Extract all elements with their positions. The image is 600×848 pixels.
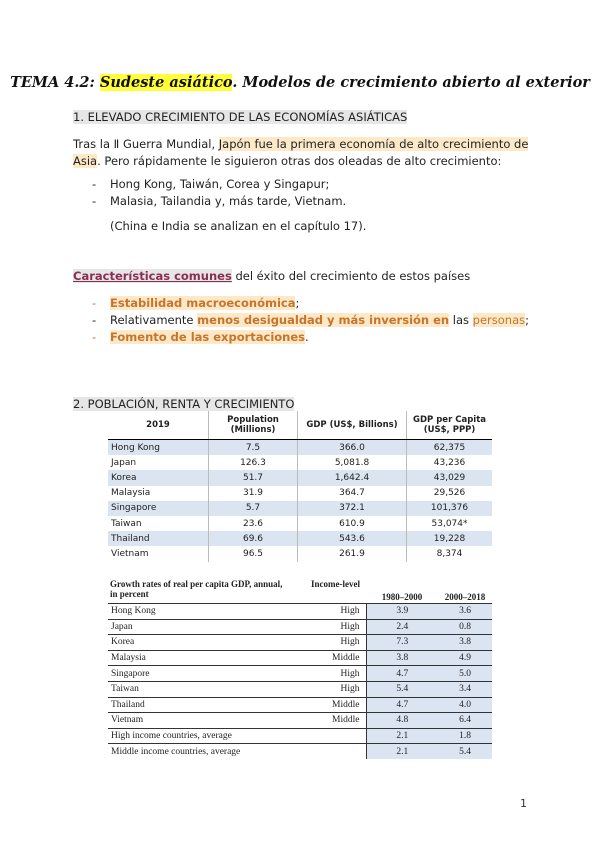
list-item: - Hong Kong, Taiwán, Corea y Singapur;	[92, 177, 330, 191]
table-cell: 5.4	[366, 681, 438, 697]
section1-heading	[73, 110, 407, 124]
table-cell: Thailand	[108, 697, 292, 713]
table-cell: 23.6	[209, 516, 298, 531]
table-cell: 372.1	[298, 501, 407, 516]
table-cell: Vietnam	[108, 713, 292, 729]
table-row	[108, 455, 492, 470]
list-item: - Relativamente menos desigualdad y más inversión en las personas;	[92, 313, 529, 327]
list-item: - Malasia, Tailandia y, más tarde, Vietnam.	[92, 194, 347, 208]
table-row	[108, 635, 492, 651]
char-b2-end: ;	[525, 313, 529, 327]
table-cell: Singapore	[108, 666, 292, 682]
table-cell: 2.4	[366, 619, 438, 635]
table-cell	[292, 744, 366, 759]
intro-highlight: Japón fue la primera economía de alto crecimiento de Asia	[73, 137, 529, 168]
table-cell: 62,375	[407, 440, 493, 456]
table-row	[108, 713, 492, 729]
table-header: 2000–2018	[444, 592, 486, 602]
list-item: - Estabilidad macroeconómica;	[92, 296, 300, 310]
table-cell: 543.6	[298, 531, 407, 546]
title-prefix: TEMA 4.2:	[10, 74, 100, 91]
table-row	[108, 516, 492, 531]
note: (China e India se analizan en el capítulo 17).	[110, 219, 367, 233]
page-title	[0, 74, 600, 91]
table-cell: 4.9	[438, 650, 492, 666]
table-cell: 5.7	[209, 501, 298, 516]
table-cell: 261.9	[298, 546, 407, 561]
table-cell: Taiwan	[108, 681, 292, 697]
table-header: Growth rates of real per capita GDP, annual, in percent	[110, 579, 283, 599]
table-cell: 6.4	[438, 713, 492, 729]
characteristics-heading	[73, 269, 470, 283]
table-cell: Singapore	[108, 501, 209, 516]
table-row	[108, 619, 492, 635]
table-cell: High	[292, 666, 366, 682]
title-suffix: . Modelos de crecimiento abierto al exterior	[232, 74, 590, 91]
population-table	[108, 411, 492, 562]
table-header: GDP (US$, Billions)	[298, 411, 407, 440]
table-cell: 8,374	[407, 546, 493, 561]
section2-heading	[73, 397, 294, 411]
table-cell: 3.9	[366, 604, 438, 620]
table-cell: Middle	[292, 697, 366, 713]
table-cell: Middle	[292, 650, 366, 666]
table-cell: Hong Kong	[108, 440, 209, 456]
table-header-row	[108, 578, 492, 604]
table-cell: 43,029	[407, 470, 493, 485]
table-row	[108, 681, 492, 697]
table-cell: 5,081.8	[298, 455, 407, 470]
table-cell: 3.4	[438, 681, 492, 697]
intro-b: . Pero rápidamente le siguieron otras dos oleadas de alto crecimiento:	[97, 154, 502, 168]
table-cell: 7.3	[366, 635, 438, 651]
table-cell: 5.0	[438, 666, 492, 682]
bullet-text: Malasia, Tailandia y, más tarde, Vietnam.	[110, 194, 347, 208]
table-cell: Malaysia	[111, 488, 151, 499]
table-row	[108, 470, 492, 485]
table-cell: Thailand	[108, 531, 209, 546]
table-row	[108, 728, 492, 744]
section1-heading-text: 1. ELEVADO CRECIMIENTO DE LAS ECONOMÍAS ASIÁTICAS	[73, 110, 408, 124]
table-cell: 5.4	[438, 744, 492, 759]
table-header: Income-level	[311, 579, 360, 589]
char-b3-end: .	[305, 330, 309, 344]
table-cell: Hong Kong	[108, 604, 292, 620]
table-cell: Middle	[292, 713, 366, 729]
table-cell: 3.8	[366, 650, 438, 666]
table-cell: 31.9	[209, 486, 298, 501]
table-cell	[292, 728, 366, 744]
table-row	[108, 604, 492, 620]
table-cell: 4.0	[438, 697, 492, 713]
char-b1: Estabilidad macroeconómica	[110, 296, 296, 310]
table-cell: Middle income countries, average	[108, 744, 292, 759]
table-cell: 4.7	[366, 666, 438, 682]
table-cell: 1,642.4	[298, 470, 407, 485]
table-cell: High	[292, 619, 366, 635]
table-row	[108, 501, 492, 516]
table-cell: 0.8	[438, 619, 492, 635]
intro-a: Tras la Ⅱ Guerra Mundial,	[73, 137, 219, 151]
characteristics-title-rest: del éxito del crecimiento de estos países	[231, 269, 471, 283]
table-header: Population (Millions)	[209, 411, 298, 440]
table-cell: 610.9	[298, 516, 407, 531]
table-cell: Korea	[108, 635, 292, 651]
table-cell: High	[292, 604, 366, 620]
table-cell: Korea	[108, 470, 209, 485]
table-cell: 96.5	[209, 546, 298, 561]
char-b2-b: las	[449, 313, 473, 327]
table-row	[108, 531, 492, 546]
table-cell: 19,228	[407, 531, 493, 546]
table-cell: Japan	[111, 457, 137, 468]
title-highlight: Sudeste asiático	[99, 74, 233, 91]
table-cell: Vietnam	[111, 548, 149, 559]
table-cell: 366.0	[298, 440, 407, 456]
table-cell: 51.7	[209, 470, 298, 485]
characteristics-title: Características comunes	[73, 269, 232, 283]
table-cell: High income countries, average	[108, 728, 292, 744]
table-cell: 7.5	[209, 440, 298, 456]
table-row	[108, 666, 492, 682]
table-row	[108, 486, 492, 501]
table-cell: 101,376	[407, 501, 493, 516]
char-b1-end: ;	[295, 296, 300, 310]
table-cell: 29,526	[407, 486, 493, 501]
table-row	[108, 744, 492, 759]
table-header: 1980–2000	[381, 592, 423, 602]
char-b2-a: Relativamente	[110, 313, 198, 327]
char-b3: Fomento de las exportaciones	[110, 330, 306, 344]
table-cell: 3.6	[438, 604, 492, 620]
table-cell: 53,074*	[407, 516, 493, 531]
page-number: 1	[520, 797, 527, 810]
growth-rates-table	[108, 578, 492, 759]
table-cell: 3.8	[438, 635, 492, 651]
table-cell: High	[292, 635, 366, 651]
section2-heading-text: 2. POBLACIÓN, RENTA Y CRECIMIENTO	[73, 397, 295, 411]
table-cell: 126.3	[209, 455, 298, 470]
char-b2-highlight: menos desigualdad y más inversión en	[197, 313, 450, 327]
char-b2-highlight2: personas	[472, 313, 526, 327]
table-cell: 69.6	[209, 531, 298, 546]
table-cell: Japan	[108, 619, 292, 635]
table-cell: High	[292, 681, 366, 697]
table-header-row	[108, 411, 492, 440]
table-cell: 43,236	[407, 455, 493, 470]
table-header: 2019	[108, 411, 209, 440]
table-row	[108, 546, 492, 561]
table-cell: 2.1	[366, 744, 438, 759]
table-row	[108, 650, 492, 666]
table-cell: Malaysia	[108, 650, 292, 666]
table-row	[108, 697, 492, 713]
list-item: - Fomento de las exportaciones.	[92, 330, 309, 344]
table-cell: 4.7	[366, 697, 438, 713]
table-cell: Taiwan	[111, 518, 142, 529]
table-cell: 4.8	[366, 713, 438, 729]
table-cell: 2.1	[366, 728, 438, 744]
section1-intro	[73, 136, 533, 170]
table-row	[108, 440, 492, 456]
table-header: GDP per Capita (US$, PPP)	[407, 411, 493, 440]
table-cell: 364.7	[298, 486, 407, 501]
table-cell: 1.8	[438, 728, 492, 744]
bullet-text: Hong Kong, Taiwán, Corea y Singapur;	[110, 177, 330, 191]
